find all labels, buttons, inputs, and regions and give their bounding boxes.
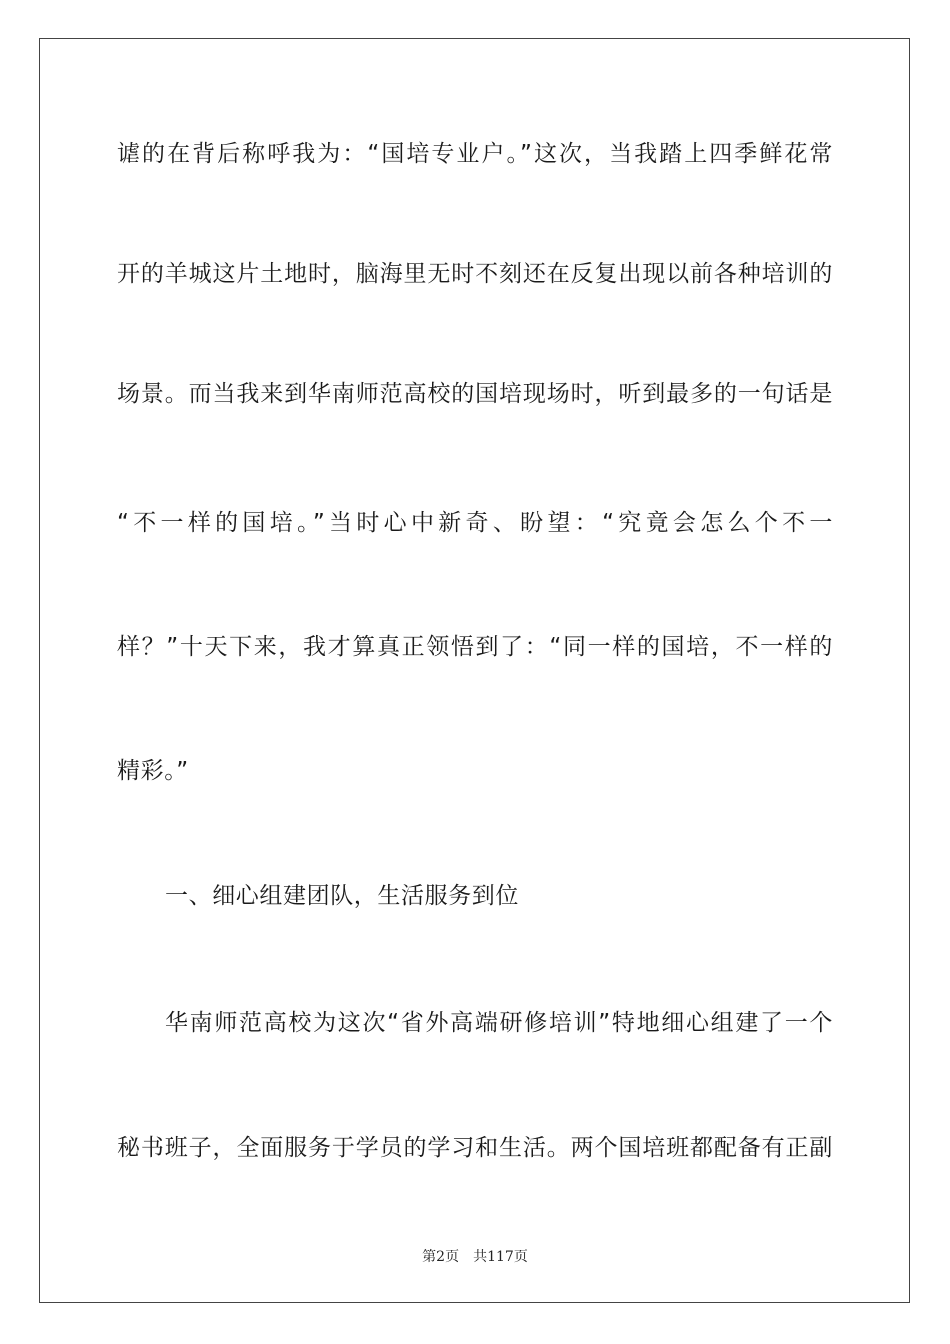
body-line-5: 样？”十天下来，我才算真正领悟到了：“同一样的国培，不一样的 [117,634,833,660]
paragraph-line-2: 秘书班子，全面服务于学员的学习和生活。两个国培班都配备有正副 [117,1135,833,1161]
body-line-1: 谑的在背后称呼我为：“国培专业户。”这次，当我踏上四季鲜花常 [117,141,833,167]
body-line-3: 场景。而当我来到华南师范高校的国培现场时，听到最多的一句话是 [117,381,833,407]
page-number: 第2页 [422,1249,460,1265]
paragraph-line-1: 华南师范高校为这次“省外高端研修培训”特地细心组建了一个 [165,1010,833,1036]
page-footer [0,1247,950,1267]
body-line-6: 精彩。” [117,758,189,784]
body-line-2: 开的羊城这片土地时，脑海里无时不刻还在反复出现以前各种培训的 [117,261,833,287]
page-total: 共117页 [473,1249,528,1265]
page-border [39,38,910,1303]
section-heading: 一、细心组建团队，生活服务到位 [165,883,519,909]
body-line-4: “不一样的国培。”当时心中新奇、盼望：“究竟会怎么个不一 [117,510,833,536]
